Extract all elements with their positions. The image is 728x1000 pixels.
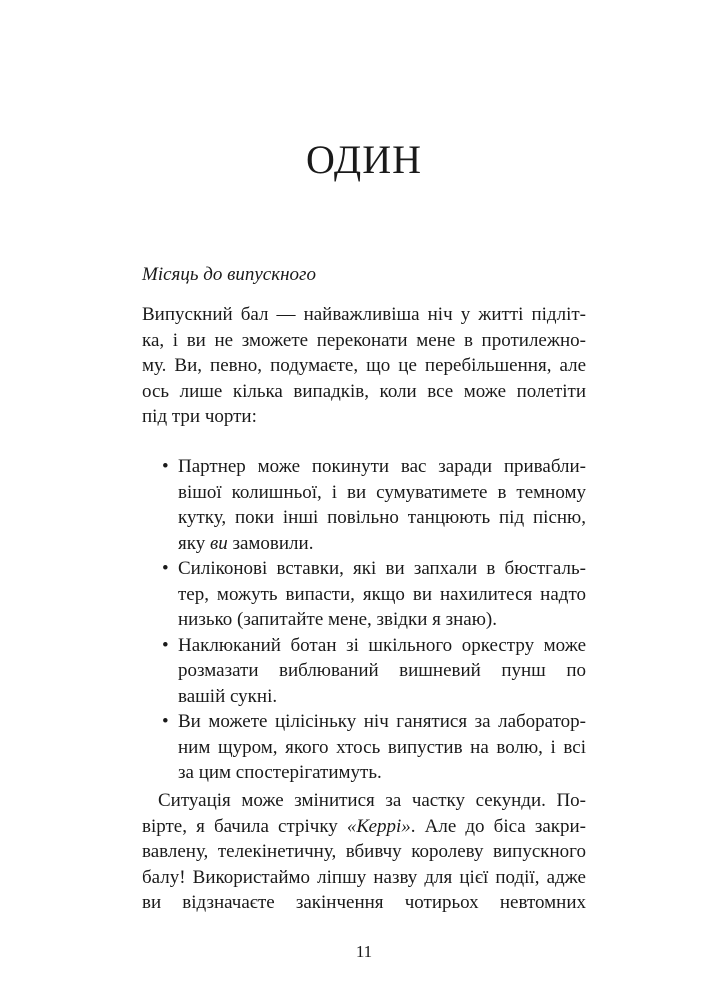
text-line: низько (запитайте мене, звідки я знаю).: [178, 609, 497, 630]
bullet-icon: •: [162, 456, 169, 477]
text-line: му. Ви, певно, подумаєте, що це перебільшення, але: [142, 355, 586, 376]
text-line: Випускний бал — найважливіша ніч у житті підліт-: [142, 304, 586, 325]
text-line: [178, 531, 586, 557]
text-line: тер, можуть випасти, якщо ви нахилитеся надто: [178, 583, 586, 605]
text-line: Ситуація може змінитися за частку секунди. По-: [158, 790, 586, 811]
text-line: вавлену, телекінетичну, вбивчу королеву випускного: [142, 841, 586, 862]
text-line: ка, і ви не зможете переконати мене в протилежно-: [142, 329, 586, 351]
text-line: ви відзначаєте закінчення чотирьох невтомних: [142, 892, 586, 913]
text-line: розмазати виблюваний вишневий пунш по: [178, 660, 586, 681]
list-item: [142, 709, 586, 786]
text-line: [142, 814, 586, 840]
text-run: вірте, я бачила стрічку: [142, 815, 347, 837]
text-run: . Але до біса закри-: [410, 815, 586, 837]
text-line: кутку, поки інші повільно танцюють під пісню,: [178, 507, 586, 528]
text-line: Ви можете цілісіньку ніч ганятися за лаборатор-: [178, 711, 586, 732]
page-number: 11: [355, 942, 373, 961]
text-line: за цим спостерігатимуть.: [178, 762, 382, 783]
bullet-list: [142, 454, 586, 786]
text-line: вашій сукні.: [178, 685, 278, 707]
bullet-icon: •: [162, 558, 169, 579]
text-line: Силіконові вставки, які ви запхали в бюстгаль-: [178, 558, 586, 579]
film-title: «Керрі»: [346, 815, 411, 837]
text-run: замовили.: [227, 532, 314, 554]
list-item: [142, 556, 586, 633]
text-line: Партнер може покинути вас заради привабли-: [178, 456, 586, 477]
text-line: ним щуром, якого хтось випустив на волю, і всі: [178, 736, 586, 758]
paragraph-intro: [142, 302, 586, 430]
bullet-icon: •: [162, 634, 169, 656]
list-item: [142, 633, 586, 710]
text-line: ось лише кілька випадків, коли все може полетіти: [142, 380, 586, 402]
bullet-icon: •: [162, 711, 169, 732]
text-line: балу! Використаймо ліпшу назву для цієї події, адже: [142, 866, 586, 888]
emphasis: ви: [209, 532, 228, 554]
chapter-subtitle: Місяць до випускного: [142, 264, 316, 285]
text-line: Наклюканий ботан зі шкільного оркестру може: [178, 634, 586, 656]
text-line: під три чорти:: [142, 406, 257, 427]
text-line: вішої колишньої, і ви сумуватимете в темному: [178, 481, 586, 503]
chapter-title: ОДИН: [306, 137, 422, 182]
list-item: [142, 454, 586, 556]
text-run: яку: [178, 532, 210, 554]
paragraph-situation: [142, 788, 586, 916]
